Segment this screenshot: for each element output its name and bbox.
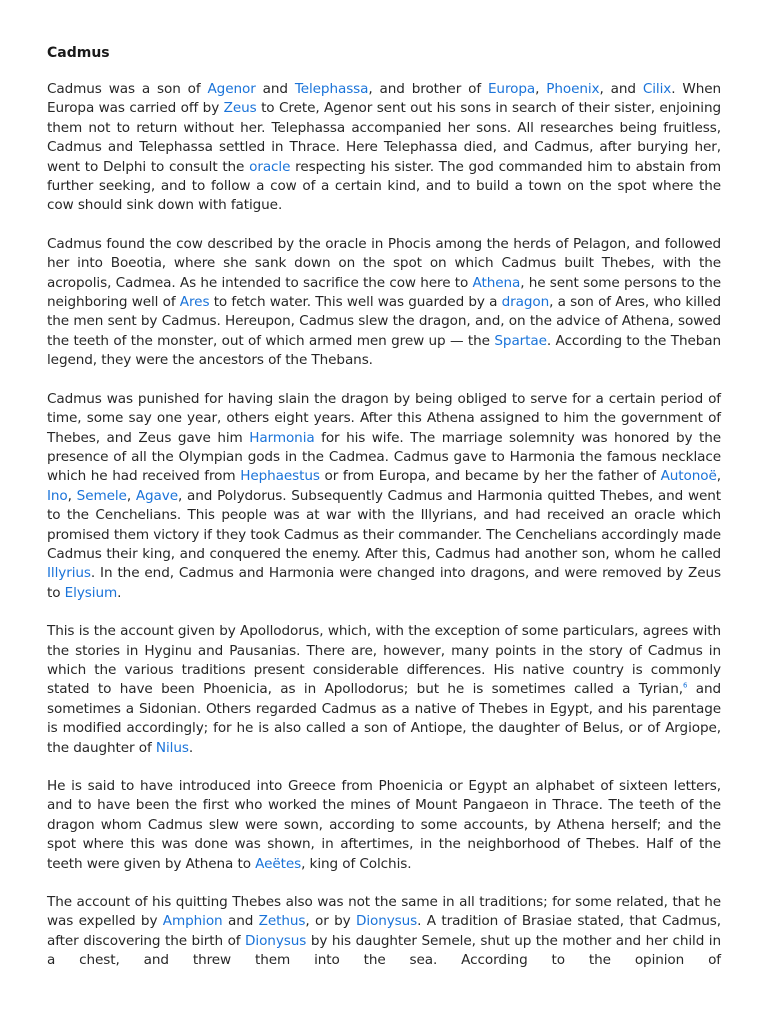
text-run: . xyxy=(188,739,194,756)
text-run: , xyxy=(535,81,547,97)
text-run: , he sent some persons to the neighboring well of xyxy=(47,274,721,311)
link-agenor[interactable]: Agenor xyxy=(207,81,256,97)
paragraph xyxy=(47,777,721,874)
link-phoenix[interactable]: Phoenix xyxy=(546,81,600,97)
text-run: and xyxy=(255,81,295,97)
link-europa[interactable]: Europa xyxy=(487,81,536,97)
paragraph xyxy=(47,893,721,971)
text-run: , king of Colchis. xyxy=(301,855,412,872)
link-elysium[interactable]: Elysium xyxy=(64,584,118,601)
link-telephassa[interactable]: Telephassa xyxy=(294,81,369,97)
text-run: for his wife. The marriage solemnity was honored by the presence of all the Olympian gods in the Cadmea. Cadmus gave to Harmonia the famous necklace which he had received from xyxy=(47,429,721,485)
link-dionysus[interactable]: Dionysus xyxy=(245,932,307,949)
link-ares[interactable]: Ares xyxy=(179,294,210,311)
link-agave[interactable]: Agave xyxy=(135,487,178,504)
paragraph xyxy=(47,390,721,603)
text-run: Cadmus was a son of xyxy=(47,81,208,97)
paragraph xyxy=(47,235,721,371)
link-ino[interactable]: Ino xyxy=(47,487,68,504)
link-athena[interactable]: Athena xyxy=(472,274,521,291)
footnote-ref[interactable]: 6 xyxy=(682,681,688,690)
link-oracle[interactable]: oracle xyxy=(249,158,291,175)
link-spartae[interactable]: Spartae xyxy=(494,332,547,349)
text-run: The account of his quitting Thebes also was not the same in all traditions; for some related, that he was expelled by xyxy=(47,894,721,930)
text-run: . When Europa was carried off by xyxy=(47,81,721,117)
article-body xyxy=(47,80,721,971)
text-run: , and brother of xyxy=(368,81,488,97)
text-run: , xyxy=(126,487,136,504)
link-nilus[interactable]: Nilus xyxy=(155,739,189,756)
link-amphion[interactable]: Amphion xyxy=(162,913,223,930)
text-run: Cadmus found the cow described by the oracle in Phocis among the herds of Pelagon, and followed her into Boeotia, where she sank down on the spot on which Cadmus built Thebes, with the acropolis, Cadmea. As he intended to sacrifice the cow here to xyxy=(47,235,721,291)
text-run: , xyxy=(67,487,77,504)
link-zethus[interactable]: Zethus xyxy=(258,913,306,930)
text-run: . In the end, Cadmus and Harmonia were changed into dragons, and were removed by Zeus to xyxy=(47,565,721,601)
text-run: , a son of Ares, who killed the men sent by Cadmus. Hereupon, Cadmus slew the dragon, and, on the advice of Athena, sowed the teeth of the monster, out of which armed men grew up — the xyxy=(47,294,721,349)
text-run: He is said to have introduced into Greece from Phoenicia or Egypt an alphabet of sixteen letters, and to have been the first who worked the mines of Mount Pangaeon in Thrace. The teeth of the dragon whom Cadmus slew were sown, according to some accounts, by Athena herself; and the spot where this was done was shown, in aftertimes, in the neighborhood of Thebes. Half of the teeth were given by Athena to xyxy=(47,778,721,872)
text-run: respecting his sister. The god commanded him to abstain from further seeking, and to follow a cow of a certain kind, and to build a town on the spot where the cow should sink down with fatigue. xyxy=(47,158,722,214)
paragraph xyxy=(47,80,721,216)
text-run: and sometimes a Sidonian. Others regarded Cadmus as a native of Thebes in Egypt, and his parentage is modified accordingly; for he is also called a son of Antiope, the daughter of Belus, or of Argiope, the daughter of xyxy=(47,681,721,756)
text-run: . A tradition of Brasiae stated, that Cadmus, after discovering the birth of xyxy=(47,913,721,949)
text-run: Cadmus was punished for having slain the dragon by being obliged to serve for a certain period of time, some say one year, others eight years. After this Athena assigned to him the government of Thebes, and Zeus gave him xyxy=(47,390,721,446)
text-run: or from Europa, and became by her the father of xyxy=(319,468,661,485)
page-title: Cadmus xyxy=(47,45,110,61)
text-run: to fetch water. This well was guarded by a xyxy=(209,294,502,311)
link-semele[interactable]: Semele xyxy=(76,487,127,504)
text-run: , xyxy=(716,468,721,485)
text-run: to Crete, Agenor sent out his sons in search of their sister, enjoining them not to return without her. Telephassa accompanied her sons. All researches being fruitless, Cadmus and Telephassa settled in Thrace. Here Telephassa died, and Cadmus, after burying her, went to Delphi to consult the xyxy=(47,100,721,175)
link-dionysus[interactable]: Dionysus xyxy=(355,913,418,930)
link-ae-tes[interactable]: Aeëtes xyxy=(255,855,302,872)
text-run: , and xyxy=(599,81,643,97)
text-run: , or by xyxy=(305,913,356,930)
link-dragon[interactable]: dragon xyxy=(501,294,550,311)
link-autono-[interactable]: Autonoë xyxy=(660,468,717,485)
text-run: by his daughter Semele, shut up the mother and her child in a chest, and threw them into the sea. According to the opinion of xyxy=(47,932,721,969)
text-run: . According to the Theban legend, they were the ancestors of the Thebans. xyxy=(47,332,721,369)
link-zeus[interactable]: Zeus xyxy=(223,100,257,117)
link-harmonia[interactable]: Harmonia xyxy=(249,429,315,446)
text-run: This is the account given by Apollodorus, which, with the exception of some particulars, agrees with the stories in Hyginu and Pausanias. There are, however, many points in the story of Cadmus in which the various traditions present considerable differences. His native country is commonly stated to have been Phoenicia, as in Apollodorus; but he is sometimes called a Tyrian, xyxy=(47,623,721,698)
link-cilix[interactable]: Cilix xyxy=(642,81,672,97)
text-run: and xyxy=(222,913,259,930)
link-illyrius[interactable]: Illyrius xyxy=(47,565,91,582)
text-run: , and Polydorus. Subsequently Cadmus and Harmonia quitted Thebes, and went to the Cenchelians. This people was at war with the Illyrians, and had received an oracle which promised them victory if they took Cadmus as their commander. The Cenchelians accordingly made Cadmus their king, and conquered the enemy. After this, Cadmus had another son, whom he called xyxy=(47,487,721,562)
paragraph xyxy=(47,622,721,758)
text-run: . xyxy=(117,584,122,601)
link-hephaestus[interactable]: Hephaestus xyxy=(240,468,320,485)
